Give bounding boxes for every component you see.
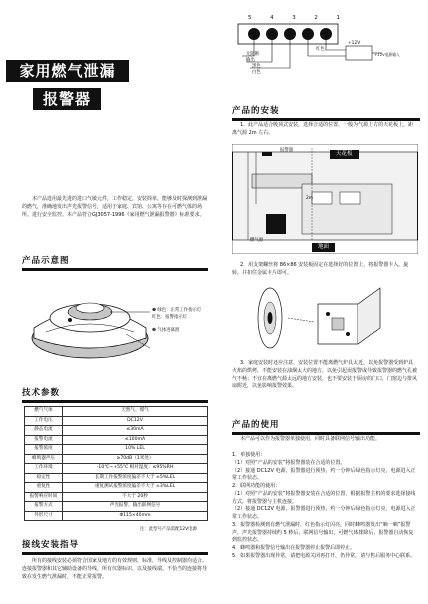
product-illustration [26,272,154,364]
usage-item-3: （2）接通 DC12V 电源，报警器进行预热，约一分钟后绿色指示灯亮，电源进入正常工作状态。 [232,467,416,482]
terminal-3: 3 [292,15,296,21]
wiring-section-rule [22,552,208,555]
label-red: 红色 [316,47,325,52]
usage-item-7: 3．报警器检测到有燃气泄漏时，红色指示灯闪亮，同时蜂鸣器发出“嘀一嘀”报警声，声光报警器持续约 5 秒后，联网信号输出，可燃气体排除后，报警器自动恢复到监控状态。 [232,521,414,544]
terminal-5: 5 [248,15,252,21]
scene-alarm-label: 报警器 [280,148,294,153]
wiring-section-title: 接线安装指导 [22,540,80,550]
wiring-text: 所有的接线安装必须符合国家及地方的有效规则、标准，导线及控制器均适合。连接报警器和其它辅助设备的导线，所有仪器标识、以及接线端。不恰当的连接将导致在发生燃气泄漏时，不能正常报警。 [22,558,208,580]
label-power: +12V电源输入 [374,52,400,57]
spec-row [25,492,208,502]
label-black: 黑色 [252,64,261,69]
install-section-rule [232,118,420,121]
spec-row [25,464,208,474]
usage-item-2: （1）对照“产品的安装”将报警器装在合适的位置。 [232,459,346,466]
spec-key: 报警响应时间 [25,492,63,502]
label-out: 输出 [246,58,255,63]
terminal-2: 2 [314,15,318,21]
usage-item-6: （2）接通 DC12V 电源，报警器进行预热，约一分钟后绿色指示灯亮，电源进入正常工作状态。 [232,506,416,520]
spec-value: 天然气、煤气 [63,407,208,417]
intro-text: 本产品选用最先进的进口气敏元件，工作稳定，安装简单，能够及时探测到泄漏的燃气，准确地发出声光报警信号，适用于家庭、宾馆、公寓等存在可燃气体的场所。进行安全监控。本产品符合GJ3057-1996《家用燃气泄漏报警器》标准要求。 [22,196,208,218]
spec-value: DC12V [63,416,208,426]
spec-value: 10% LEL [63,445,208,455]
label-12v: +12V [348,41,361,46]
spec-value: ≤100mA [63,435,208,445]
usage-item-8: 4．蜂鸣器和报警信号输出在报警器停止报警后即停止。 [232,545,356,551]
install-step3: 3．家庭安装时还应注意，安装位置不能离燃气炉具太近，以免报警器受到炉具火焰的烘烤，不能安装在油烟太大的地方，以免引起误报警或导致报警器的燃气孔被气不畅；不宜在离燃气源太远的地方安装，也不要安装于厨房的门口，门窗边与排风扇附近，以免影响报警效果。 [232,360,418,390]
install-step2: 2．用支架螺丝将 86×86 安装板固定在选择好的位置上，将报警器卡入，旋转，并扣住金属卡片即可。 [232,262,409,276]
scene-distance-label: 2m [306,196,314,201]
spec-value: 长期工作报警浓度偏差不大于 ±5%LEL [63,473,208,483]
spec-row [25,426,208,436]
spec-row [25,445,208,455]
spec-key: 报警方式 [25,502,63,512]
spec-value: Φ115×40mm [63,511,208,521]
terminal-4: 4 [270,15,274,21]
tech-section-rule [22,400,208,403]
spec-row [25,511,208,521]
callout-red-led: 红色：报警指示灯 [152,315,188,320]
spec-value: 重复测试报警浓度偏差不大于 ±3%LEL [63,483,208,493]
spec-row [25,483,208,493]
scene-gas-label: 燃气源 [250,238,264,243]
spec-table [24,406,208,521]
spec-key: 报警浓度 [25,445,63,455]
callout-green-led: ❶ 绿色：正常工作指示灯 [152,308,202,313]
spec-value: ≤30mA [63,426,208,436]
diagram-section-title: 产品示意图 [22,256,70,266]
usage-item-1: 1．单独使用： [232,452,266,458]
usage-intro: 本产品可以作为报警器单独使用，同时具备联网信号输出功能。 [240,436,381,442]
spec-row [25,473,208,483]
diagram-section-rule [22,268,208,271]
product-title-line1: 家用燃气泄漏 [6,60,129,82]
callout-gas-window: ❷ 气体进离窗 [152,328,180,333]
spec-row [25,435,208,445]
spec-row [25,416,208,426]
usage-item-4: 2．联网功能的使用： [232,483,281,489]
spec-key: 蜂鸣器声压 [25,454,63,464]
usage-item-5: （1）对照“产品的安装”将报警器安装在合适的位置，根据报警主机的要求选择接线方式，将报警器与主机连接。 [232,490,416,505]
usage-section-title: 产品的使用 [232,420,280,430]
tech-section-title: 技术参数 [22,388,61,398]
product-title-line2: 报警器 [33,88,101,110]
spec-row [25,407,208,417]
spec-value: -10℃~+55℃ 相对湿度：≤95%RH [63,464,208,474]
usage-list [232,452,418,561]
spec-key: 报警电流 [25,435,63,445]
spec-row [25,454,208,464]
terminal-1: 1 [336,15,340,21]
install-step1: 1．此产品适合吸顶式安装，选择合适的位置，一般为气源上方的天花板上，距离气源 2m 左右。 [232,122,414,136]
spec-key: 工作电压 [25,416,63,426]
install-section-title: 产品的安装 [232,106,280,116]
spec-value: ≥70dB（1米处） [63,454,208,464]
usage-section-rule [232,432,420,435]
spec-key: 外形尺寸 [25,511,63,521]
spec-value: 不大于 20秒 [63,492,208,502]
spec-value: 声光报警，输出联网信号 [63,502,208,512]
label-white: 白色 [252,70,261,75]
spec-key: 重复性 [25,483,63,493]
spec-key: 工作环境 [25,464,63,474]
spec-row [25,502,208,512]
mount-drawing [240,282,418,354]
label-relay: 无阻断 [246,52,260,57]
terminal-numbers [248,15,340,22]
spec-key: 静态电流 [25,426,63,436]
scene-floor-label: 地面 [312,243,335,252]
spec-key: 燃气气体 [25,407,63,417]
spec-note: 注：此型号产品需配12V电源 [140,527,197,532]
usage-item-9: 5．如果报警器出现异常，请把电源关闭再打开，仍异常，请与售后服务中心联系。 [232,552,416,559]
scene-ceiling-label: 天花板 [330,150,359,159]
spec-key: 稳定性 [25,473,63,483]
